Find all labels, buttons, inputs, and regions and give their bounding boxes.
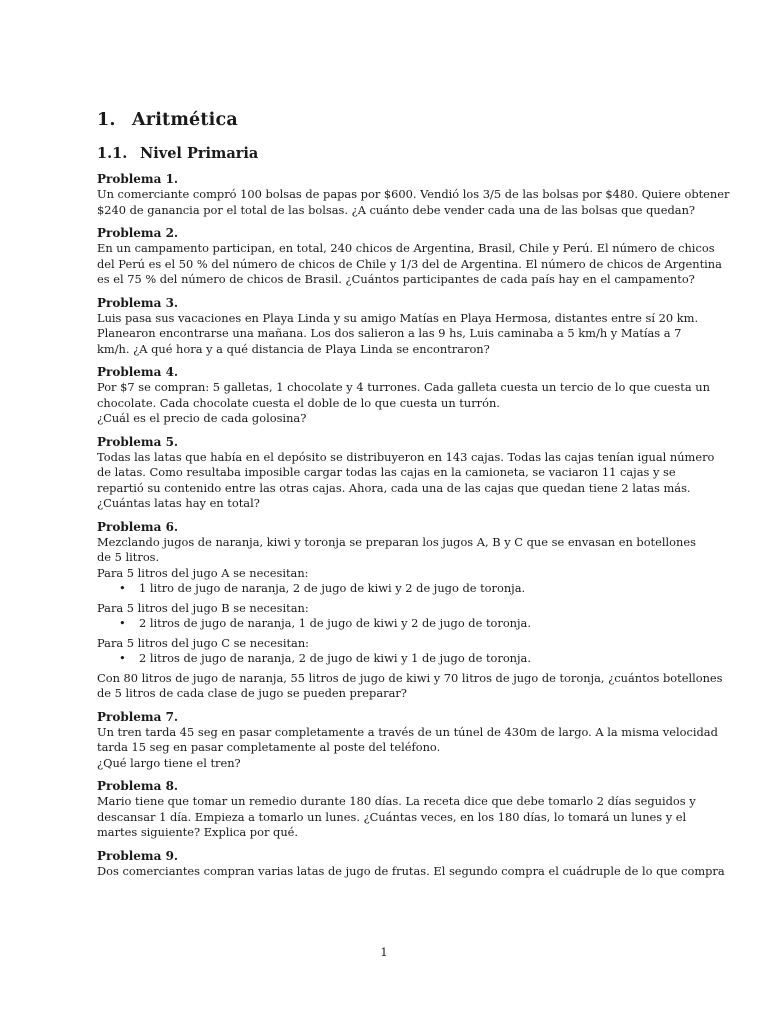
problem-text-line: Luis pasa sus vacaciones en Playa Linda y su amigo Matías en Playa Hermosa, distantes entre sí 20 km. [97,310,699,325]
juice-a-label: Para 5 litros del jugo A se necesitan: [97,565,309,580]
list-item [97,651,671,667]
problem-title: Problema 6. [97,519,179,534]
problem-5 [97,434,715,512]
problem-text-line: Dos comerciantes compran varias latas de jugo de frutas. El segundo compra el cuádruple de lo que compra [97,863,725,878]
problem-1 [97,172,730,218]
juice-b-label: Para 5 litros del jugo B se necesitan: [97,600,309,615]
problem-text-line: ¿Qué largo tiene el tren? [97,755,241,770]
problem-text-line: martes siguiente? Explica por qué. [97,825,299,839]
problem-text-line: Mezclando jugos de naranja, kiwi y toronja se preparan los jugos A, B y C que se envasan en botellones [97,534,696,549]
bullet-icon: • [119,616,126,630]
problem-text-line: ¿Cuál es el precio de cada golosina? [97,411,307,425]
bullet-icon: • [119,581,126,595]
subsection-heading [97,145,671,162]
problem-title: Problema 7. [97,709,179,724]
problem-text-line: Mario tiene que tomar un remedio durante 180 días. La receta dice que debe tomarlo 2 días seguidos y [97,794,696,808]
problem-2 [97,226,722,288]
problem-text-line: de 5 litros de cada clase de jugo se pueden preparar? [97,686,407,700]
problem-title: Problema 3. [97,295,179,310]
problem-text-line: chocolate. Cada chocolate cuesta el doble de lo que cuesta un turrón. [97,395,500,410]
juice-c-recipe: 2 litros de jugo de naranja, 2 de jugo de kiwi y 1 de jugo de toronja. [139,651,531,665]
problem-text-line: de latas. Como resultaba imposible cargar todas las cajas en la camioneta, se vaciaron 11 cajas y se [97,465,676,479]
juice-c-label: Para 5 litros del jugo C se necesitan: [97,635,310,650]
problem-text-line: es el 75 % del número de chicos de Brasil. ¿Cuántos participantes de cada país hay en el campamento? [97,272,695,286]
problem-text-line: de 5 litros. [97,550,160,564]
subsection-title: Nivel Primaria [140,145,259,162]
problem-text-line: ¿Cuántas latas hay en total? [97,496,260,510]
problem-text-line: Con 80 litros de jugo de naranja, 55 litros de jugo de kiwi y 70 litros de jugo de toronja, ¿cuántos botellones [97,670,723,685]
problem-text-line: del Perú es el 50 % del número de chicos de Chile y 1/3 del de Argentina. El número de chicos de Argentina [97,256,722,271]
list-item [97,581,671,597]
problem-text-line: descansar 1 día. Empieza a tomarlo un lunes. ¿Cuántas veces, en los 180 días, lo tomará un lunes y el [97,809,687,824]
problem-6 [97,519,723,702]
section-heading [97,110,671,130]
problem-text-line: Un comerciante compró 100 bolsas de papas por $600. Vendió los 3/5 de las bolsas por $480. Quiere obtener [97,187,730,201]
problem-title: Problema 4. [97,365,179,379]
problem-3 [97,295,699,358]
problem-8 [97,779,696,841]
section-number: 1. [97,110,116,130]
problem-text-line: Todas las latas que había en el depósito se distribuyeron en 143 cajas. Todas las cajas tenían igual número [97,449,715,464]
problem-text-line: $240 de ganancia por el total de las bolsas. ¿A cuánto debe vender cada una de las bolsas que quedan? [97,202,696,217]
problem-text-line: En un campamento participan, en total, 240 chicos de Argentina, Brasil, Chile y Perú. El número de chicos [97,241,715,255]
page-number: 1 [380,945,388,959]
problem-title: Problema 5. [97,434,179,449]
problem-title: Problema 2. [97,226,179,240]
problem-4 [97,365,710,427]
problem-title: Problema 8. [97,779,179,793]
list-item [97,616,671,632]
problem-text-line: Por $7 se compran: 5 galletas, 1 chocolate y 4 turrones. Cada galleta cuesta un tercio de lo que cuesta un [97,380,710,394]
page-content [97,110,730,887]
problem-9 [97,848,725,880]
juice-a-recipe: 1 litro de jugo de naranja, 2 de jugo de kiwi y 2 de jugo de toronja. [139,581,526,595]
problem-7 [97,709,718,772]
problem-text-line: Un tren tarda 45 seg en pasar completamente a través de un túnel de 430m de largo. A la misma velocidad [97,724,718,739]
juice-b-recipe: 2 litros de jugo de naranja, 1 de jugo de kiwi y 2 de jugo de toronja. [139,616,531,630]
problem-title: Problema 1. [97,172,179,186]
problem-text-line: tarda 15 seg en pasar completamente al poste del teléfono. [97,740,441,754]
section-title: Aritmética [132,110,238,130]
problem-title: Problema 9. [97,848,179,863]
problem-text-line: Planearon encontrarse una mañana. Los dos salieron a las 9 hs, Luis caminaba a 5 km/h y Matías a 7 [97,326,682,340]
bullet-icon: • [119,651,126,665]
subsection-number: 1.1. [97,145,128,162]
problem-text-line: repartió su contenido entre las otras cajas. Ahora, cada una de las cajas que quedan tiene 2 latas más. [97,480,691,495]
problem-text-line: km/h. ¿A qué hora y a qué distancia de Playa Linda se encontraron? [97,341,490,356]
